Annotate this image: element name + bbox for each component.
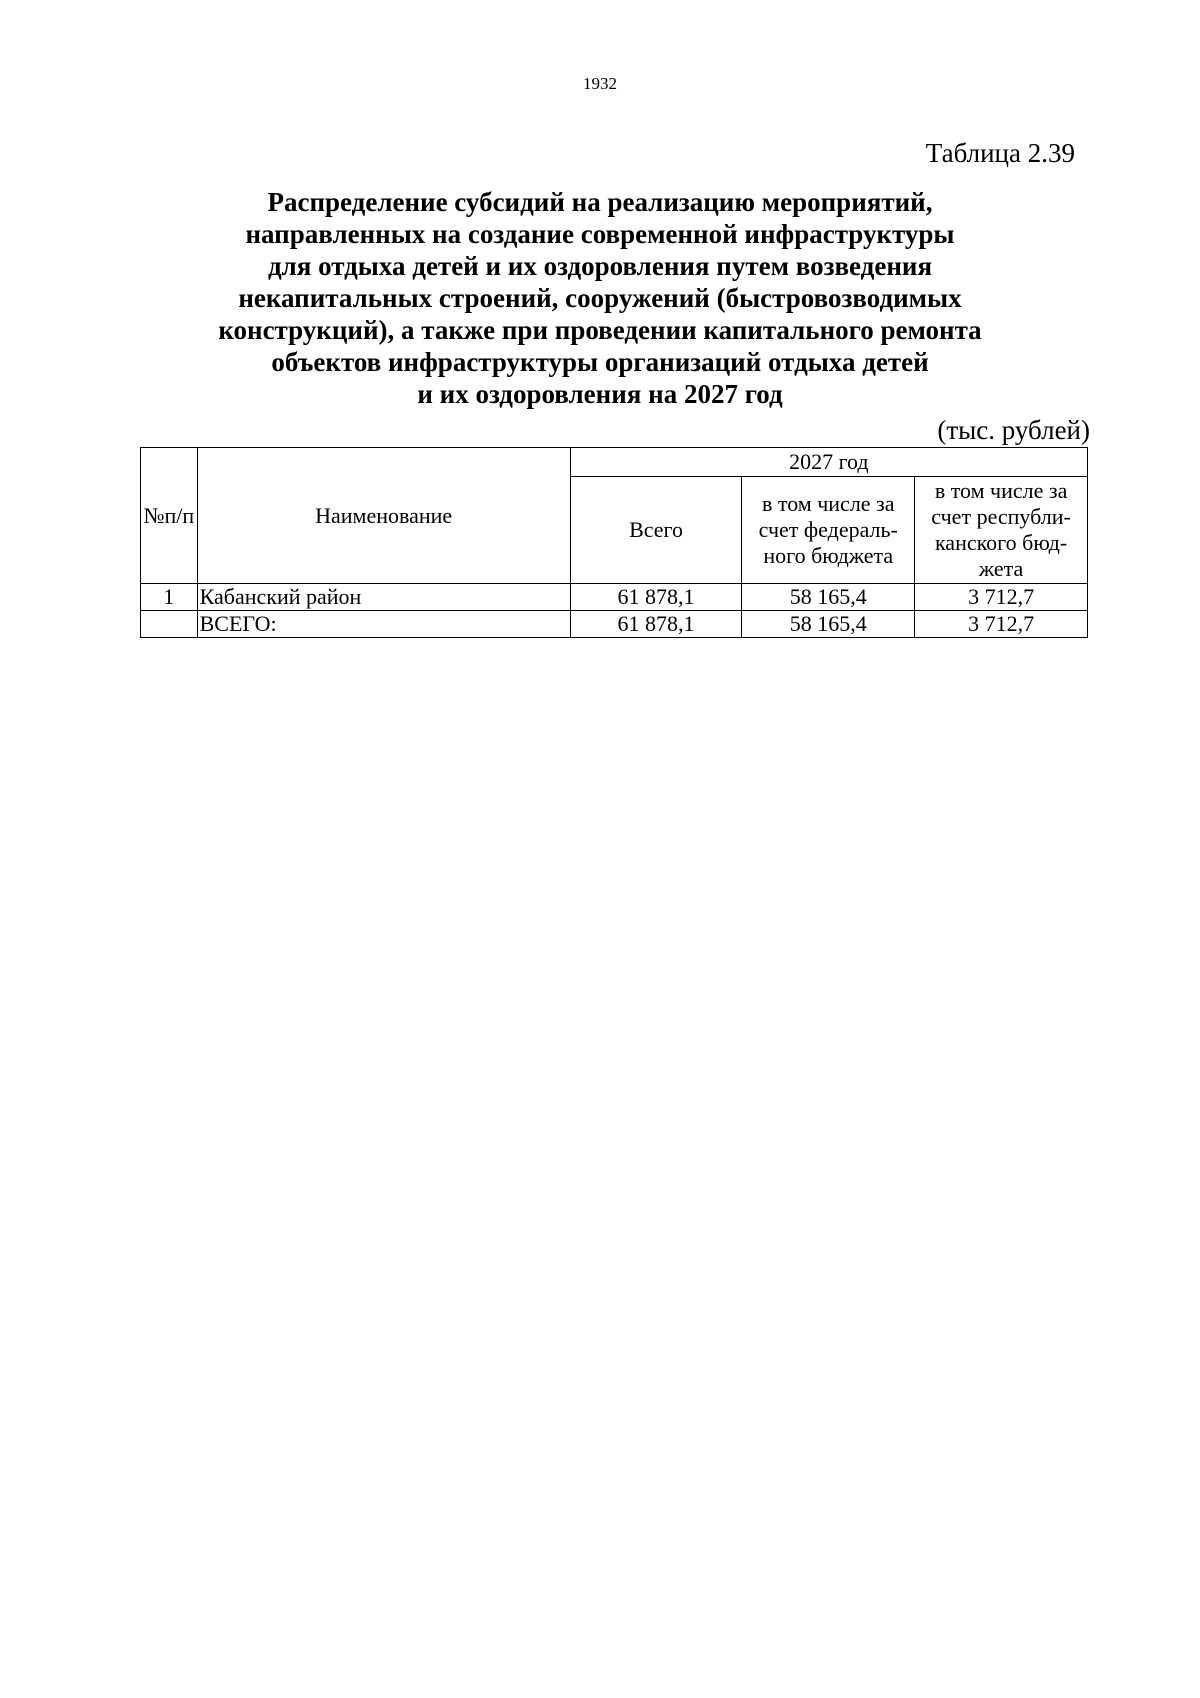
title-line: Распределение субсидий на реализацию мероприятий, <box>267 187 933 217</box>
row-num: 1 <box>141 584 198 611</box>
row-total: 61 878,1 <box>570 584 742 611</box>
header-total: Всего <box>570 477 742 584</box>
header-num: №п/п <box>141 448 198 584</box>
subsidy-table <box>140 447 1088 638</box>
row-name: ВСЕГО: <box>197 611 570 638</box>
row-total: 61 878,1 <box>570 611 742 638</box>
row-republic: 3 712,7 <box>915 611 1088 638</box>
row-num <box>141 611 198 638</box>
document-title <box>200 186 1000 410</box>
table-row-total <box>141 611 1088 638</box>
table-row <box>141 584 1088 611</box>
units-label: (тыс. рублей) <box>937 415 1090 445</box>
row-name: Кабанский район <box>197 584 570 611</box>
row-federal: 58 165,4 <box>742 611 915 638</box>
title-line: объектов инфраструктуры организаций отдыха детей <box>271 347 929 377</box>
title-line: конструкций), а также при проведении капитального ремонта <box>218 315 982 345</box>
row-republic: 3 712,7 <box>915 584 1088 611</box>
title-line: для отдыха детей и их оздоровления путем возведения <box>267 251 933 281</box>
page-number: 1932 <box>583 74 617 93</box>
title-line: и их оздоровления на 2027 год <box>417 379 783 409</box>
header-republic: в том числе за счет республи-канского бюд-жета <box>915 477 1088 584</box>
row-federal: 58 165,4 <box>742 584 915 611</box>
header-year: 2027 год <box>570 448 1087 477</box>
title-line: направленных на создание современной инфраструктуры <box>245 219 955 249</box>
table-number: Таблица 2.39 <box>925 138 1075 168</box>
title-line: некапитальных строений, сооружений (быстровозводимых <box>238 283 962 313</box>
header-row <box>141 448 1088 477</box>
header-federal: в том числе за счет федераль-ного бюджета <box>742 477 915 584</box>
header-name: Наименование <box>197 448 570 584</box>
